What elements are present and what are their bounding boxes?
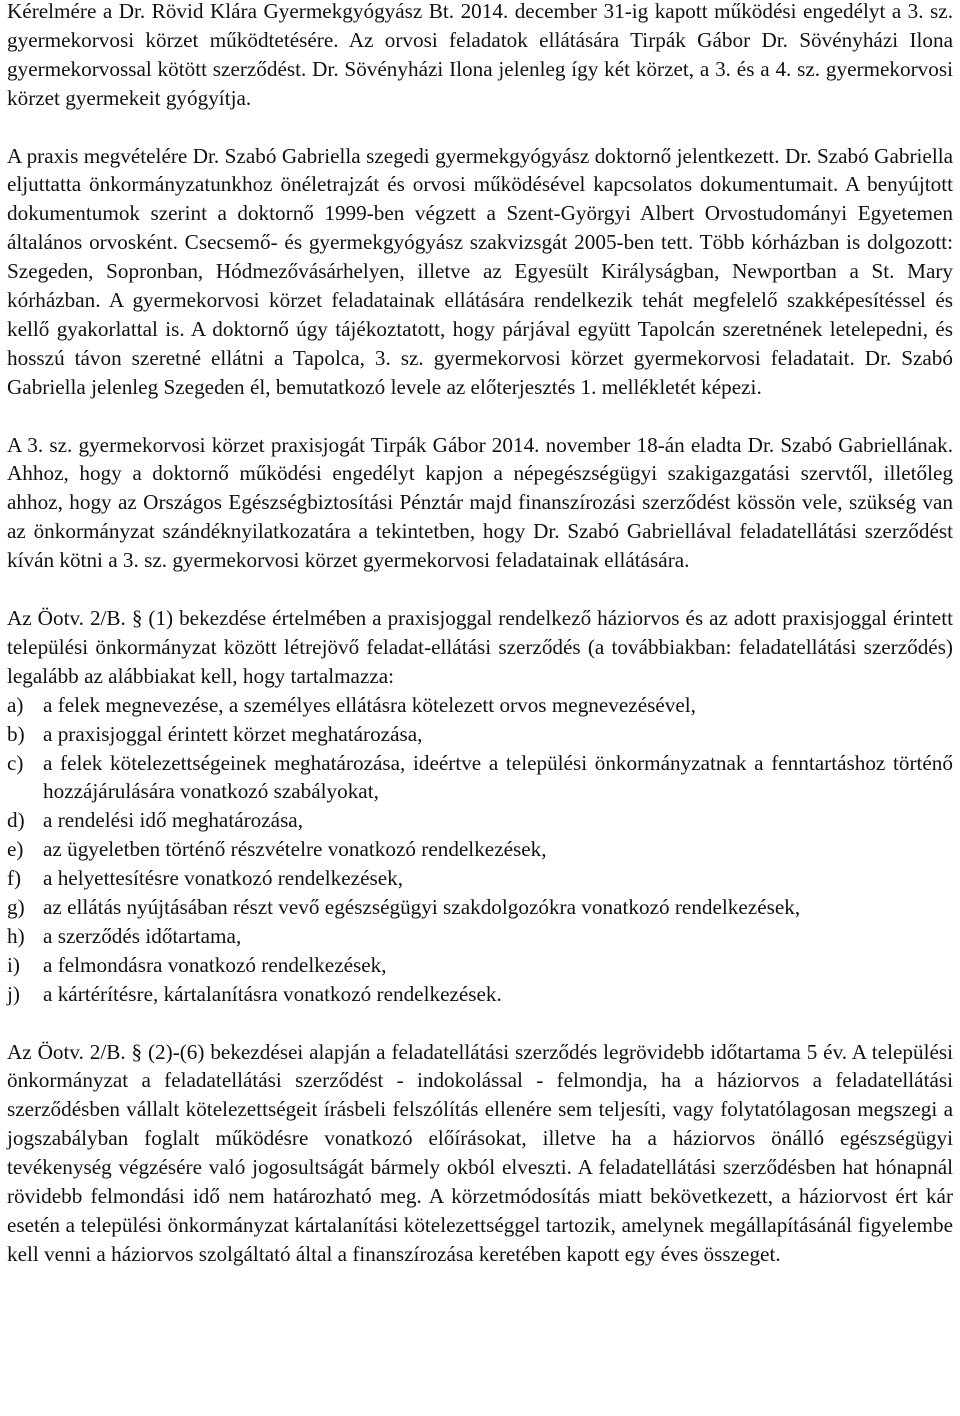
list-item-text: a felmondásra vonatkozó rendelkezések,: [43, 952, 387, 977]
list-item: [7, 720, 953, 749]
list-item-label: c): [7, 750, 24, 775]
list-item-text: a rendelési idő meghatározása,: [43, 808, 304, 833]
list-item-text: a kártérítésre, kártalanításra vonatkozó rendelkezések.: [43, 981, 502, 1006]
paragraph-practice-sale: A 3. sz. gyermekorvosi körzet praxisjogát Tirpák Gábor 2014. november 18-án eladta Dr. Szabó Gabriellának. Ahhoz, hogy a doktornő működési engedélyt kapjon a népegészségügyi szakigazgatási szervtől, illetőleg ahhoz, hogy az Országos Egészségbiztosítási Pénztár majd finanszírozási szerződést kössön vele, szükség van az önkormányzat szándéknyilatkozatára a tekintetben, hogy Dr. Szabó Gabriellával feladatellátási szerződést kíván kötni a 3. sz. gyermekorvosi körzet gyermekorvosi feladatainak ellátására.: [7, 432, 953, 573]
list-item-label: j): [7, 981, 20, 1006]
list-item-label: a): [7, 692, 24, 717]
list-item: [7, 893, 953, 922]
list-item: [7, 951, 953, 980]
contract-contents-list: [7, 691, 953, 1009]
list-item: [7, 864, 953, 893]
list-item-label: i): [7, 952, 20, 977]
list-item-text: a helyettesítésre vonatkozó rendelkezések,: [43, 866, 404, 891]
list-item-label: h): [7, 923, 25, 948]
list-item: [7, 980, 953, 1009]
list-item-text: a szerződés időtartama,: [43, 923, 242, 948]
paragraph-applicant: A praxis megvételére Dr. Szabó Gabriella szegedi gyermekgyógyász doktornő jelentkezett. Dr. Szabó Gabriella eljuttatta önkormányzatunkhoz önéletrajzát és orvosi működésével kapcsolatos dokumentumait. A benyújtott dokumentumok szerint a doktornő 1999-ben végzett a Szent-Györgyi Albert Orvostudományi Egyetemen általános orvosként. Csecsemő- és gyermekgyógyász szakvizsgát 2005-ben tett. Több kórházban is dolgozott: Szegeden, Sopronban, Hódmezővásárhelyen, illetve az Egyesült Királyságban, Newportban a St. Mary kórházban. A gyermekorvosi körzet feladatainak ellátására rendelkezik tehát megfelelő szakképesítéssel és kellő gyakorlattal is. A doktornő úgy tájékoztatott, hogy párjával együtt Tapolcán szeretnének letelepedni, és hosszú távon szeretné ellátni a Tapolca, 3. sz. gyermekorvosi körzet gyermekorvosi feladatait. Dr. Szabó Gabriella jelenleg Szegeden él, bemutatkozó levele az előterjesztés 1. mellékletét képezi.: [7, 143, 953, 399]
list-item-text: az ellátás nyújtásában részt vevő egészségügyi szakdolgozókra vonatkozó rendelkezések,: [43, 895, 801, 920]
list-item-label: f): [7, 866, 22, 891]
list-item-label: b): [7, 721, 25, 746]
list-item: [7, 749, 953, 807]
list-item: [7, 835, 953, 864]
list-item: [7, 922, 953, 951]
list-item-label: d): [7, 808, 25, 833]
paragraph-law-reference: Az Öotv. 2/B. § (1) bekezdése értelmében a praxisjoggal rendelkező háziorvos és az adott praxisjoggal érintett települési önkormányzat között létrejövő feladat-ellátási szerződés (a továbbiakban: feladatellátási szerződés) legalább az alábbiakat kell, hogy tartalmazza:: [7, 605, 953, 688]
list-item: [7, 806, 953, 835]
list-item-text: a felek kötelezettségeinek meghatározása, ideértve a települési önkormányzatnak a fenntartáshoz történő hozzájárulására vonatkozó szabályokat,: [43, 750, 953, 804]
list-item-text: az ügyeletben történő részvételre vonatkozó rendelkezések,: [43, 837, 547, 862]
paragraph-license: Kérelmére a Dr. Rövid Klára Gyermekgyógyász Bt. 2014. december 31-ig kapott működési engedélyt a 3. sz. gyermekorvosi körzet működtetésére. Az orvosi feladatok ellátására Tirpák Gábor Dr. Sövényházi Ilona gyermekorvossal kötött szerződést. Dr. Sövényházi Ilona jelenleg így két körzet, a 3. és a 4. sz. gyermekorvosi körzet gyermekeit gyógyítja.: [7, 0, 953, 110]
paragraph-contract-terms: Az Öotv. 2/B. § (2)-(6) bekezdései alapján a feladatellátási szerződés legrövidebb időtartama 5 év. A települési önkormányzat a feladatellátási szerződést - indokolással - felmondja, ha a háziorvos a feladatellátási szerződésben vállalt kötelezettségeit írásbeli felszólítás ellenére sem teljesíti, vagy folytatólagosan megszegi a jogszabályban foglalt működésre vonatkozó előírásokat, illetve ha a háziorvos önálló egészségügyi tevékenység végzésére való jogosultságát bármely okból elveszti. A feladatellátási szerződésben hat hónapnál rövidebb felmondási idő nem határozható meg. A körzetmódosítás miatt bekövetkezett, a háziorvost ért kár esetén a települési önkormányzat kártalanítási kötelezettséggel tartozik, amelynek megállapításánál figyelembe kell venni a háziorvos szolgáltató által a finanszírozása keretében kapott egy éves összeget.: [7, 1039, 953, 1266]
list-item-label: g): [7, 895, 25, 920]
list-item: [7, 691, 953, 720]
list-item-text: a praxisjoggal érintett körzet meghatározása,: [43, 721, 423, 746]
list-item-label: e): [7, 837, 24, 862]
list-item-text: a felek megnevezése, a személyes ellátásra kötelezett orvos megnevezésével,: [43, 692, 696, 717]
